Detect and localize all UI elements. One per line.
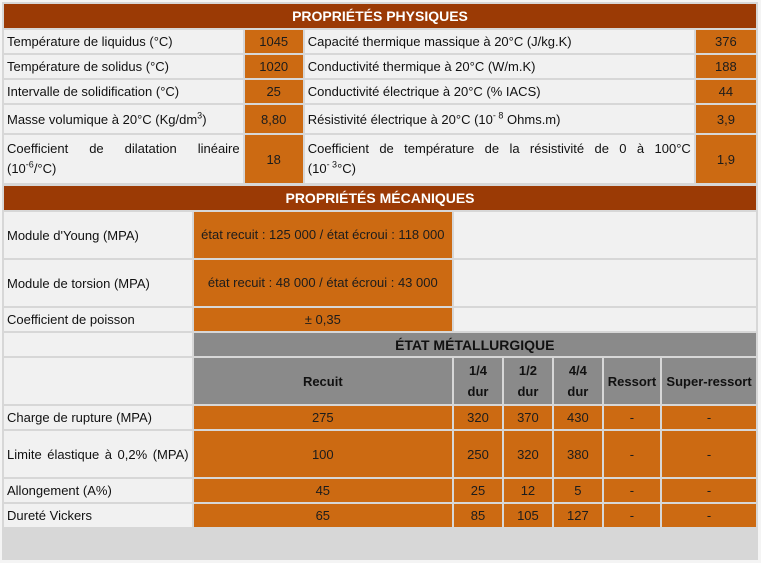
table-row: [4, 30, 756, 53]
expansion-prefix: (10: [7, 161, 26, 176]
property-value: 44: [696, 80, 756, 103]
property-value: 45: [194, 479, 452, 502]
property-label: Conductivité électrique à 20°C (% IACS): [305, 80, 694, 103]
property-label: Conductivité thermique à 20°C (W/m.K): [305, 55, 694, 78]
table-row: [4, 431, 756, 477]
property-label: Capacité thermique massique à 20°C (J/kg.K): [305, 30, 694, 53]
table-row: [4, 55, 756, 78]
property-value: 127: [554, 504, 602, 527]
mechanical-properties-table: [2, 184, 758, 529]
property-label: Dureté Vickers: [4, 504, 192, 527]
empty-cell: [4, 333, 192, 356]
property-label: [4, 431, 192, 477]
property-value: 1,9: [696, 135, 756, 183]
properties-frame: [2, 2, 758, 560]
property-label: Module d'Young (MPA): [4, 212, 192, 258]
property-value: 85: [454, 504, 502, 527]
property-value: 18: [245, 135, 303, 183]
resistivity-exponent: - 8: [492, 110, 504, 121]
expansion-tail: /°C): [33, 161, 57, 176]
property-value: 320: [504, 431, 552, 477]
physical-properties-table: [2, 2, 758, 185]
expansion-exponent: -6: [25, 159, 34, 170]
temp-coef-label-line1: Coefficient de température de la résistivité de 0 à 100°C: [307, 141, 691, 156]
property-value: 1020: [245, 55, 303, 78]
property-value: -: [604, 406, 660, 429]
empty-cell: [4, 358, 192, 404]
property-value: état recuit : 125 000 / état écroui : 118 000: [194, 212, 452, 258]
property-value: 380: [554, 431, 602, 477]
density-label: Masse volumique à 20°C (Kg/dm: [7, 111, 198, 127]
property-label: Module de torsion (MPA): [4, 260, 192, 306]
table-row: [4, 135, 756, 183]
property-value: 12: [504, 479, 552, 502]
empty-cell: [454, 212, 756, 258]
property-value: -: [604, 479, 660, 502]
empty-cell: [454, 308, 756, 331]
property-value: 25: [245, 80, 303, 103]
empty-cell: [454, 260, 756, 306]
table-row: [4, 308, 756, 331]
property-label: [4, 135, 243, 183]
temp-coef-prefix: (10: [307, 161, 327, 176]
property-value: -: [662, 504, 756, 527]
table-row: [4, 406, 756, 429]
property-value: 25: [454, 479, 502, 502]
resistivity-tail: Ohms.m): [503, 111, 561, 127]
property-label: [305, 105, 694, 133]
property-label: Intervalle de solidification (°C): [4, 80, 243, 103]
property-value: -: [662, 431, 756, 477]
metallurgy-title: ÉTAT MÉTALLURGIQUE: [194, 333, 756, 356]
property-value: 376: [696, 30, 756, 53]
table-row: [4, 358, 756, 404]
table-row: [4, 504, 756, 527]
temp-coef-tail: °C): [337, 161, 356, 176]
column-header: 1/2 dur: [504, 358, 552, 404]
table-row: [4, 333, 756, 356]
column-header: Super-ressort: [662, 358, 756, 404]
property-value: 65: [194, 504, 452, 527]
property-value: ± 0,35: [194, 308, 452, 331]
property-value: 1045: [245, 30, 303, 53]
property-label: Charge de rupture (MPA): [4, 406, 192, 429]
property-label: [305, 135, 694, 183]
property-value: -: [662, 406, 756, 429]
yield-label-line1: [7, 444, 189, 465]
column-header: Ressort: [604, 358, 660, 404]
property-label: Température de solidus (°C): [4, 55, 243, 78]
resistivity-label: Résistivité électrique à 20°C (10: [307, 111, 493, 127]
temp-coef-exponent: - 3: [326, 159, 338, 170]
property-value: 370: [504, 406, 552, 429]
column-header: Recuit: [194, 358, 452, 404]
property-value: 188: [696, 55, 756, 78]
property-value: 3,9: [696, 105, 756, 133]
density-tail: ): [202, 111, 207, 127]
property-label: Allongement (A%): [4, 479, 192, 502]
property-value: -: [662, 479, 756, 502]
property-label: Coefficient de poisson: [4, 308, 192, 331]
column-header: 4/4 dur: [554, 358, 602, 404]
mechanical-properties-title: PROPRIÉTÉS MÉCANIQUES: [4, 186, 756, 210]
property-value: 430: [554, 406, 602, 429]
property-value: 320: [454, 406, 502, 429]
table-row: [4, 80, 756, 103]
physical-properties-title: PROPRIÉTÉS PHYSIQUES: [4, 4, 756, 28]
table-row: [4, 260, 756, 306]
yield-label: Limite élastique à 0,2% (MPA): [7, 446, 189, 462]
property-value: 100: [194, 431, 452, 477]
table-row: [4, 212, 756, 258]
property-value: état recuit : 48 000 / état écroui : 43 000: [194, 260, 452, 306]
column-header: 1/4 dur: [454, 358, 502, 404]
density-exponent: 3: [197, 110, 203, 121]
property-label: [4, 105, 243, 133]
property-value: 8,80: [245, 105, 303, 133]
property-value: 105: [504, 504, 552, 527]
expansion-label-line1: Coefficient de dilatation linéaire: [7, 141, 240, 156]
property-value: -: [604, 431, 660, 477]
property-value: 275: [194, 406, 452, 429]
property-value: -: [604, 504, 660, 527]
table-row: [4, 479, 756, 502]
property-value: 5: [554, 479, 602, 502]
property-label: Température de liquidus (°C): [4, 30, 243, 53]
table-row: [4, 105, 756, 133]
property-value: 250: [454, 431, 502, 477]
